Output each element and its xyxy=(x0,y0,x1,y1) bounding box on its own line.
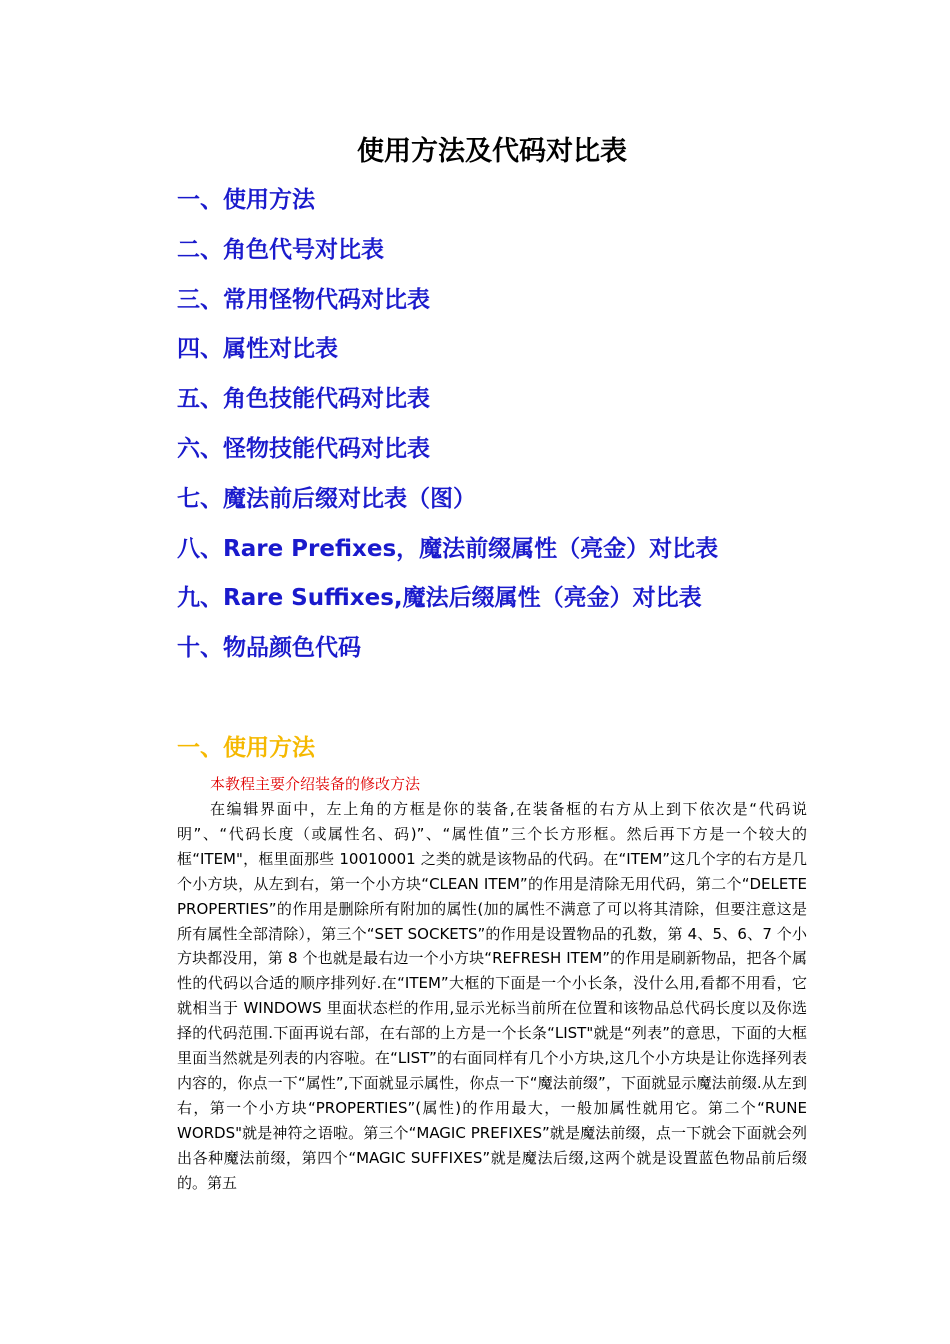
section-heading: 一、使用方法 xyxy=(177,735,315,761)
toc-item[interactable]: 九、Rare Suffixes,魔法后缀属性（亮金）对比表 xyxy=(177,585,702,612)
table-of-contents xyxy=(177,180,718,678)
toc-item[interactable]: 一、使用方法 xyxy=(177,187,315,213)
toc-item[interactable]: 八、Rare Prefixes，魔法前缀属性（亮金）对比表 xyxy=(177,535,719,562)
toc-item[interactable]: 三、常用怪物代码对比表 xyxy=(177,286,430,313)
toc-item[interactable]: 六、怪物技能代码对比表 xyxy=(177,435,430,462)
toc-item[interactable]: 五、角色技能代码对比表 xyxy=(177,386,430,413)
toc-item[interactable]: 二、角色代号对比表 xyxy=(177,236,384,263)
toc-item[interactable]: 四、属性对比表 xyxy=(177,336,338,363)
document-title: 使用方法及代码对比表 xyxy=(357,136,627,167)
toc-item[interactable]: 七、魔法前后缀对比表（图） xyxy=(177,485,476,512)
section-body-paragraph: 在编辑界面中，左上角的方框是你的装备,在装备框的右方从上到下依次是“代码说明”、“代码长度（或属性名、码)”、“属性值”三个长方形框。然后再下方是一个较大的框“ITEM"，框里面那些 10010001 之类的就是该物品的代码。在“ITEM”这几个字的右方是几个小方块，从左到右，第一个小方块“CLEAN ITEM”的作用是清除无用代码，第二个“DELETE PROPERTIES”的作用是删除所有附加的属性(加的属性不满意了可以将其清除，但要注意这是所有属性全部清除），第三个“SET SOCKETS”的作用是设置物品的孔数，第 4、5、6、7 个小方块都没用，第 8 个也就是最右边一个小方块“REFRESH ITEM”的作用是刷新物品，把各个属性的代码以合适的顺序排列好.在“ITEM”大框的下面是一个小长条，没什么用,看都不用看，它就相当于 WINDOWS 里面状态栏的作用,显示光标当前所在位置和该物品总代码长度以及你选择的代码范围.下面再说右部，在右部的上方是一个长条“LIST"就是“列表”的意思，下面的大框里面当然就是列表的内容啦。在“LIST”的右面同样有几个小方块,这几个小方块是让你选择列表内容的，你点一下“属性”,下面就显示属性，你点一下“魔法前缀”，下面就显示魔法前缀.从左到右，第一个小方块“PROPERTIES”(属性)的作用最大，一般加属性就用它。第二个“RUNE WORDS"就是神符之语啦。第三个“MAGIC PREFIXES”就是魔法前缀，点一下就会下面就会列出各种魔法前缀，第四个“MAGIC SUFFIXES”就是魔法后缀,这两个就是设置蓝色物品前后缀的。第五 xyxy=(177,800,807,1192)
section-intro: 本教程主要介绍装备的修改方法 xyxy=(210,775,421,793)
toc-item[interactable]: 十、物品颜色代码 xyxy=(177,635,361,662)
